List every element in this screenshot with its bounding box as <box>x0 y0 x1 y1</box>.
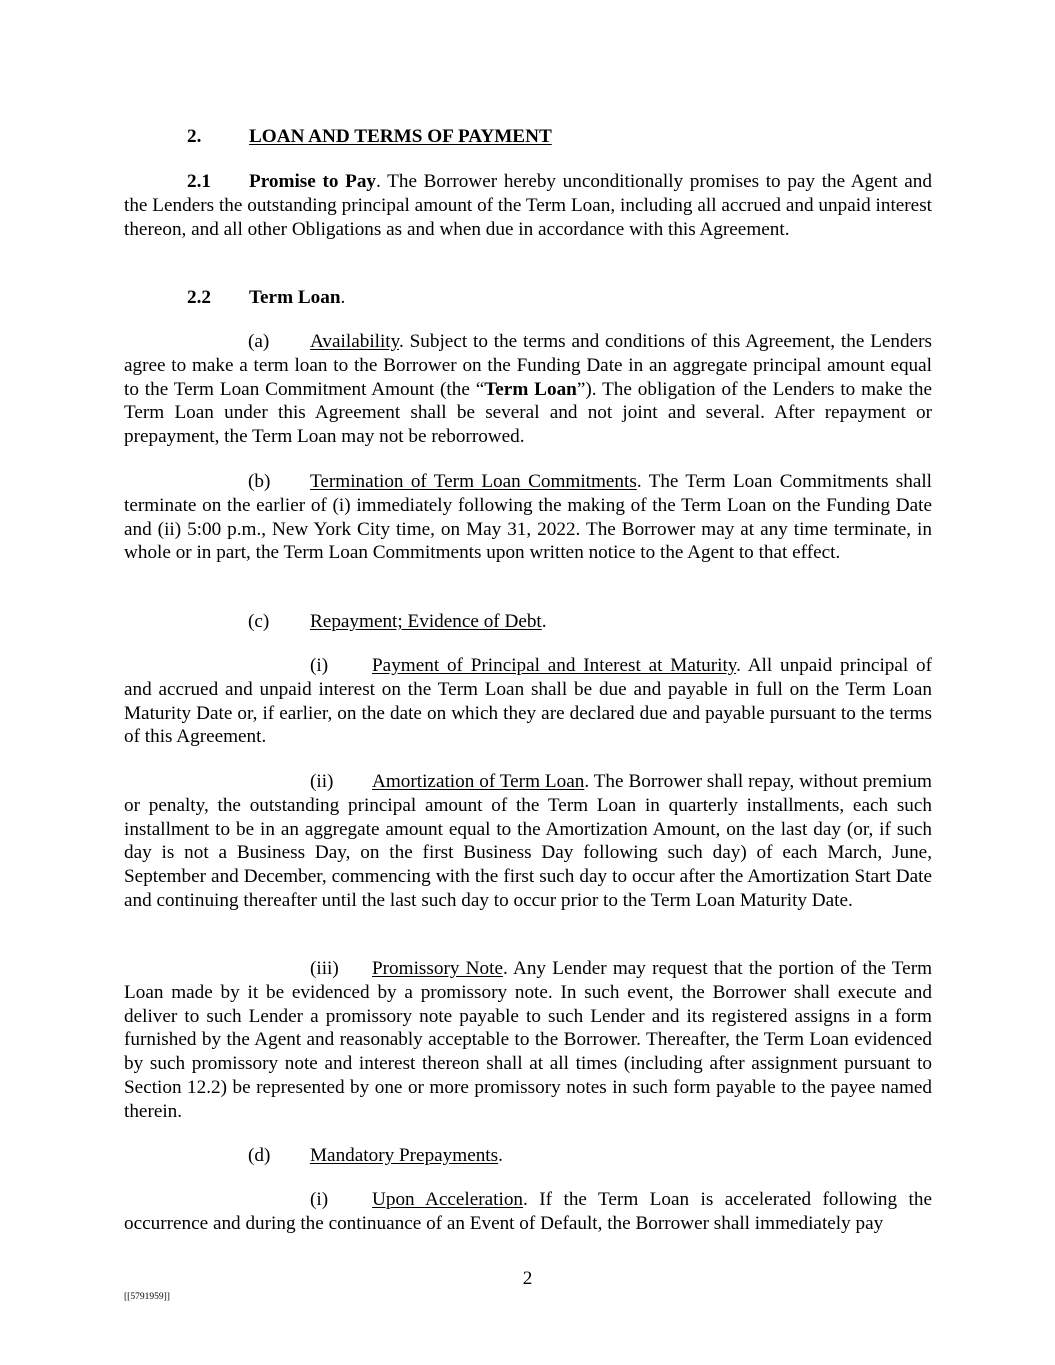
subsection-heading: Term Loan <box>249 287 341 308</box>
clause-c <box>124 610 932 634</box>
clause-text: . Any Lender may request that the portion of the Term Loan made by it be evidenced by a promissory note. In such event, the Borrower shall execute and deliver to such Lender a promissory note payable to such Lender and its registered assigns in a form furnished by the Agent and reasonably acceptable to the Borrower. Thereafter, the Term Loan evidenced by such promissory note and interest thereon shall at all times (including after assignment pursuant to Section 12.2) be represented by one or more promissory notes in such form payable to the payee named therein. <box>124 958 933 1122</box>
clause-b <box>124 470 932 565</box>
subsection-number: 2.2 <box>187 287 211 308</box>
clause-heading: Payment of Principal and Interest at Maturity <box>372 655 737 676</box>
clause-text: . The Term Loan Commitments shall terminate on the earlier of (i) immediately following the making of the Term Loan on the Funding Date and (ii) 5:00 p.m., New York City time, on May 31, 2022. The Borrower may at any time terminate, in whole or in part, the Term Loan Commitments upon written notice to the Agent to that effect. <box>124 471 933 564</box>
heading-punctuation: . <box>498 1145 503 1166</box>
clause-heading: Promissory Note <box>372 958 503 979</box>
clause-heading: Mandatory Prepayments <box>310 1145 499 1166</box>
clause-label: (iii) <box>310 958 339 979</box>
clause-text: ”). The obligation of the Lenders to make the Term Loan under this Agreement shall be several and not joint and several. After repayment or prepayment, the Term Loan may not be reborrowed. <box>124 378 932 448</box>
heading-punctuation: . <box>541 611 547 632</box>
clause-d <box>124 1144 932 1168</box>
paragraph-text: . The Borrower hereby unconditionally promises to pay the Agent and the Lenders the outstanding principal amount of the Term Loan, including all accrued and unpaid interest thereon, and all other Obligations as and when due in accordance with this Agreement. <box>124 171 932 240</box>
section-title: LOAN AND TERMS OF PAYMENT <box>249 126 552 147</box>
section-number: 2. <box>187 126 202 147</box>
clause-text: . The Borrower shall repay, without premium or penalty, the outstanding principal amount of the Term Loan in quarterly installments, each such installment to be in an aggregate amount equal to the Amortization Amount, on the last day (or, if such day is not a Business Day, on the first Business Day following such day) of each March, June, September and December, commencing with the first such day to occur after the Amortization Start Date and continuing thereafter until the last such day to occur prior to the Term Loan Maturity Date. <box>124 771 932 911</box>
defined-term: Term Loan <box>484 378 577 400</box>
clause-heading: Upon Acceleration <box>372 1189 524 1210</box>
clause-label: (i) <box>310 655 329 676</box>
clause-label: (a) <box>248 331 270 352</box>
clause-a <box>124 330 932 449</box>
clause-label: (b) <box>248 471 271 492</box>
clause-text: . Subject to the terms and conditions of this Agreement, the Lenders agree to make a term loan to the Borrower on the Funding Date in an aggregate principal amount equal to the Term Loan Commitment Amount (the “ <box>124 331 932 400</box>
clause-heading: Amortization of Term Loan <box>372 771 585 792</box>
clause-heading: Repayment; Evidence of Debt <box>310 611 542 632</box>
clause-label: (c) <box>248 611 270 632</box>
clause-label: (d) <box>248 1145 271 1166</box>
clause-heading: Termination of Term Loan Commitments <box>310 471 637 492</box>
clause-label: (ii) <box>310 771 334 792</box>
heading-punctuation: . <box>340 287 346 308</box>
document-id: [[5791959]] <box>124 1292 170 1302</box>
clause-label: (i) <box>310 1189 329 1210</box>
clause-c-ii <box>124 770 932 913</box>
clause-d-i <box>124 1188 932 1236</box>
clause-heading: Availability <box>310 331 399 352</box>
page-number: 2 <box>522 1268 533 1289</box>
paragraph-2-1 <box>124 170 932 241</box>
clause-c-iii <box>124 957 932 1124</box>
section-heading <box>187 125 552 149</box>
subsection-heading: Promise to Pay <box>249 171 377 192</box>
clause-text: . If the Term Loan is accelerated following the occurrence and during the continuance of an Event of Default, the Borrower shall immediately pay <box>124 1189 932 1234</box>
clause-c-i <box>124 654 932 749</box>
clause-text: . All unpaid principal of and accrued and unpaid interest on the Term Loan shall be due and payable in full on the Term Loan Maturity Date or, if earlier, on the date on which they are declared due and payable pursuant to the terms of this Agreement. <box>124 655 932 748</box>
subsection-number: 2.1 <box>187 171 211 192</box>
paragraph-2-2 <box>124 286 932 310</box>
